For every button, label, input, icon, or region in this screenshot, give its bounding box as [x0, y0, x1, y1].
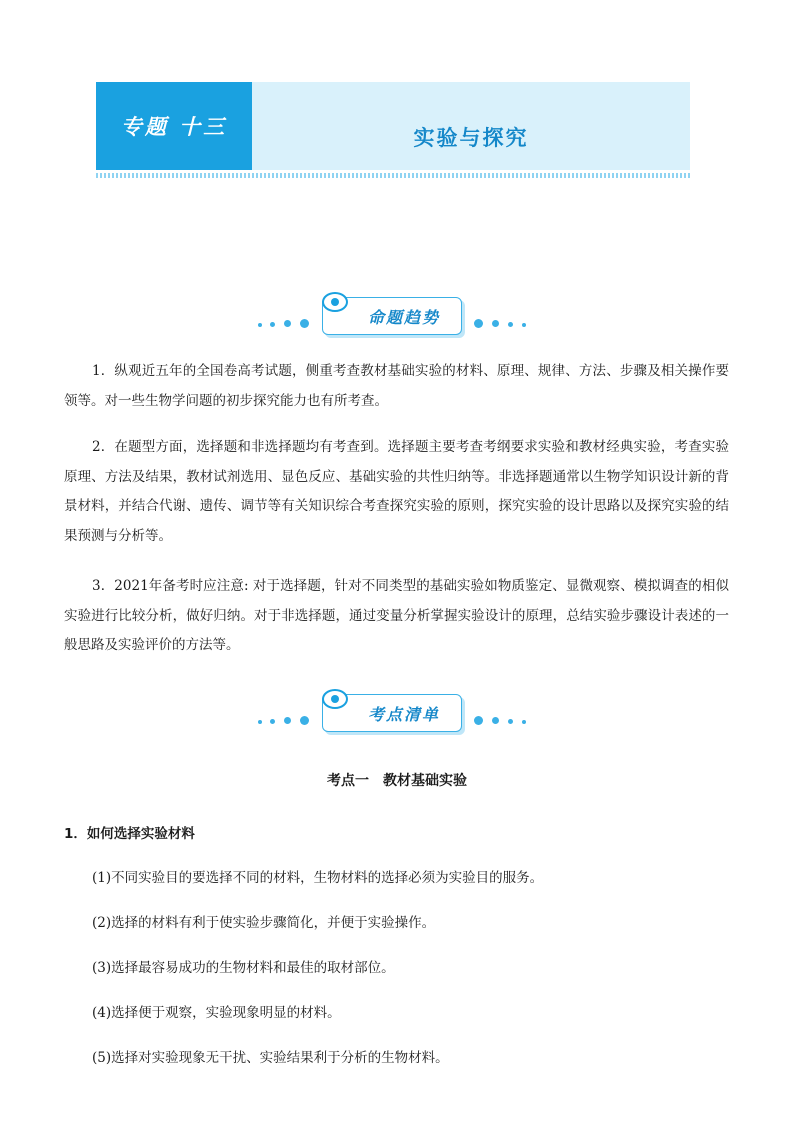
eye-icon — [322, 689, 348, 709]
decor-dot — [522, 720, 526, 724]
chapter-title-block — [252, 82, 690, 170]
kaodian-heading: 考点一 教材基础实验 — [327, 773, 467, 789]
chapter-number-block — [96, 82, 252, 170]
decor-dot — [258, 323, 262, 327]
decor-dot — [492, 320, 499, 327]
trend-paragraph-3: 3．2021年备考时应注意: 对于选择题，针对不同类型的基础实验如物质鉴定、显微观察、模拟调查的相似实验进行比较分析，做好归纳。对于非选择题，通过变量分析掌握实验设计的原理，总结实验步骤设计表述的一般思路及实验评价的方法等。 — [64, 578, 729, 653]
list-section-header — [0, 694, 794, 738]
list-item: (1)不同实验目的要选择不同的材料，生物材料的选择必须为实验目的服务。 — [92, 870, 544, 886]
decor-dot — [270, 719, 275, 724]
chapter-number: 专题 十三 — [120, 115, 228, 139]
decor-dot — [284, 320, 291, 327]
decor-dot — [508, 322, 513, 327]
decor-dot — [284, 717, 291, 724]
decor-dot — [258, 720, 262, 724]
chapter-title: 实验与探究 — [413, 126, 529, 150]
list-item: (2)选择的材料有利于使实验步骤简化，并便于实验操作。 — [92, 915, 436, 931]
trend-paragraph-2: 2．在题型方面，选择题和非选择题均有考查到。选择题主要考查考纲要求实验和教材经典实验，考查实验原理、方法及结果，教材试剂选用、显色反应、基础实验的共性归纳等。非选择题通常以生物学知识设计新的背景材料，并结合代谢、遗传、调节等有关知识综合考查探究实验的原则，探究实验的设计思路以及探究实验的结果预测与分析等。 — [64, 439, 729, 544]
decor-dot — [300, 319, 309, 328]
trend-paragraph-1: 1．纵观近五年的全国卷高考试题，侧重考查教材基础实验的材料、原理、规律、方法、步骤及相关操作要领等。对一些生物学问题的初步探究能力也有所考查。 — [64, 363, 729, 409]
decor-dot — [474, 716, 483, 725]
list-item: (3)选择最容易成功的生物材料和最佳的取材部位。 — [92, 960, 395, 976]
decor-dot — [474, 319, 483, 328]
chapter-banner — [96, 82, 690, 170]
decor-dot — [270, 322, 275, 327]
trend-title: 命题趋势 — [367, 308, 440, 327]
trend-section-header — [0, 297, 794, 341]
decor-dot — [492, 717, 499, 724]
eye-icon — [322, 292, 348, 312]
list-item: (4)选择便于观察，实验现象明显的材料。 — [92, 1005, 341, 1021]
decor-dot — [300, 716, 309, 725]
decor-dot — [508, 719, 513, 724]
list-title: 考点清单 — [367, 705, 440, 724]
question-heading: 1．如何选择实验材料 — [64, 826, 195, 842]
list-item: (5)选择对实验现象无干扰、实验结果利于分析的生物材料。 — [92, 1050, 449, 1066]
decor-dot — [522, 323, 526, 327]
banner-divider — [96, 173, 690, 178]
